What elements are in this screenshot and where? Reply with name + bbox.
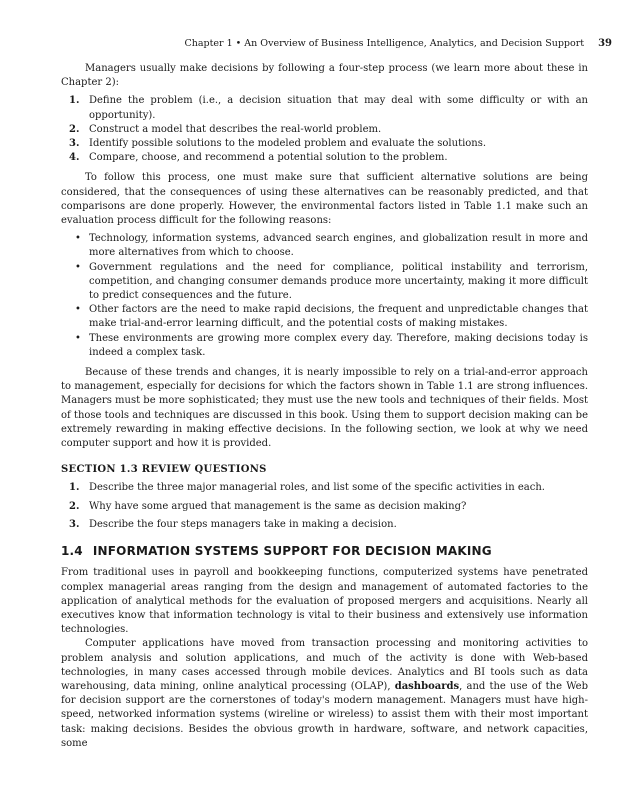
bullet-text: Government regulations and the need for compliance, political instability and terrorism, competition, and changing consumer demands produce more uncertainty, making it more difficult to predict consequences and the future. (89, 261, 588, 302)
question-number: 2. (69, 500, 80, 512)
paragraph-evaluation: To follow this process, one must make sure that sufficient alternative solutions are being considered, that the consequences of using these alternatives can be reasonably predicted, and that comparisons are done properly. However, the environmental factors listed in Table 1.1 make such an evaluation process difficult for the following reasons: (61, 172, 588, 227)
step-number: 3. (69, 138, 80, 150)
review-question (61, 500, 588, 514)
step-item (61, 151, 588, 165)
page-body (61, 62, 588, 751)
question-number: 3. (69, 518, 80, 530)
reasons-list (61, 232, 588, 360)
running-head (184, 38, 612, 49)
question-number: 1. (69, 482, 80, 494)
step-number: 1. (69, 95, 80, 107)
bullet-item (61, 261, 588, 304)
step-item (61, 123, 588, 137)
paragraph-computer-applications (61, 637, 588, 751)
step-text: Identify possible solutions to the modeled problem and evaluate the solutions. (89, 138, 487, 150)
bullet-item (61, 332, 588, 360)
section-number: 1.4 (61, 544, 83, 559)
bullet-icon: • (75, 261, 81, 273)
review-question (61, 518, 588, 532)
section-heading (61, 544, 588, 558)
para5-before: Computer applications have moved from transaction processing and monitoring activities to problem analysis and solution applications, and much of the activity is done with Web-based technologies, in many cases accessed through mobile devices. Analytics and BI tools such as data warehousing, data mining, online analytical processing (OLAP), (61, 638, 588, 692)
page-number: 39 (598, 38, 612, 49)
bullet-icon: • (75, 304, 81, 316)
step-text: Compare, choose, and recommend a potential solution to the problem. (89, 152, 448, 164)
step-text: Construct a model that describes the real-world problem. (89, 123, 382, 135)
bullet-text: Other factors are the need to make rapid decisions, the frequent and unpredictable changes that make trial-and-error learning difficult, and the potential costs of making mistakes. (89, 304, 588, 330)
running-head-text: Chapter 1 • An Overview of Business Intelligence, Analytics, and Decision Support (184, 38, 585, 49)
dashboards-term: dashboards (394, 680, 460, 692)
intro-paragraph: Managers usually make decisions by following a four-step process (we learn more about these in Chapter 2): (61, 63, 588, 89)
step-item (61, 94, 588, 122)
question-text: Describe the three major managerial roles, and list some of the specific activities in each. (89, 482, 545, 494)
section-title: INFORMATION SYSTEMS SUPPORT FOR DECISION MAKING (92, 544, 492, 559)
paragraph-trends: Because of these trends and changes, it is nearly impossible to rely on a trial-and-error approach to management, especially for decisions for which the factors shown in Table 1.1 are strong influences. Managers must be more sophisticated; they must use the new tools and techniques of their fields. Most of those tools and techniques are discussed in this book. Using them to support decision making can be extremely rewarding in making effective decisions. In the following section, we look at why we need computer support and how it is provided. (61, 367, 588, 450)
bullet-text: These environments are growing more complex every day. Therefore, making decisions today is indeed a complex task. (89, 332, 588, 358)
bullet-text: Technology, information systems, advanced search engines, and globalization result in more and more alternatives from which to choose. (89, 233, 588, 259)
step-text: Define the problem (i.e., a decision situation that may deal with some difficulty or with an opportunity). (89, 95, 588, 121)
step-number: 4. (69, 152, 80, 164)
bullet-item (61, 303, 588, 331)
question-text: Why have some argued that management is the same as decision making? (89, 500, 467, 512)
para5-after: , and the use of the Web for decision support are the cornerstones of today's modern management. Managers must have high-speed, networked information systems (wireline or wireless) to assist them with their most important task: making decisions. Besides the obvious growth in hardware, software, and network capacities, some (61, 680, 588, 749)
steps-list (61, 94, 588, 165)
step-number: 2. (69, 123, 80, 135)
paragraph-traditional-uses: From traditional uses in payroll and bookkeeping functions, computerized systems have penetrated complex managerial areas ranging from the design and management of automated factories to the application of analytical methods for the evaluation of proposed mergers and acquisitions. Nearly all executives know that information technology is vital to their business and extensively use information technologies. (61, 567, 588, 636)
bullet-icon: • (75, 332, 81, 344)
review-questions-list (61, 481, 588, 532)
review-questions-heading: SECTION 1.3 REVIEW QUESTIONS (61, 464, 267, 476)
bullet-icon: • (75, 233, 81, 245)
review-question (61, 481, 588, 495)
bullet-item (61, 232, 588, 260)
question-text: Describe the four steps managers take in making a decision. (89, 518, 397, 530)
step-item (61, 137, 588, 151)
